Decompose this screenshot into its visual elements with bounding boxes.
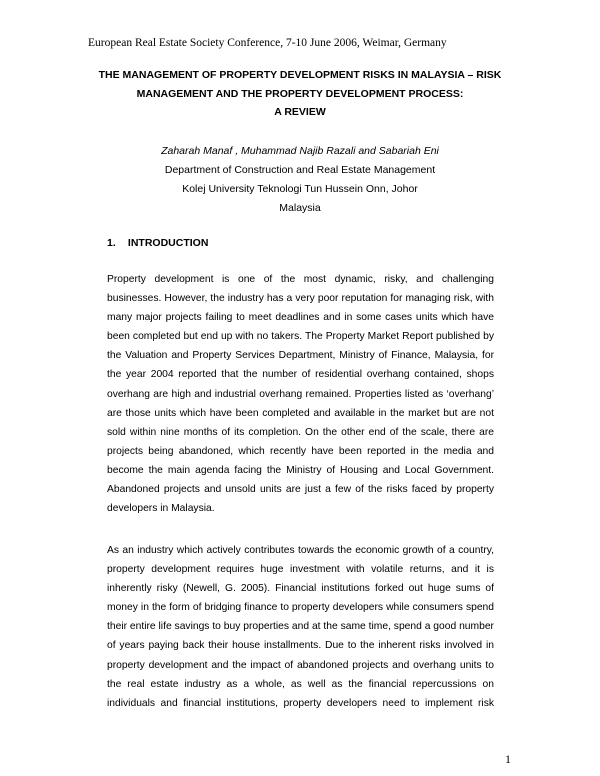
- paragraph-introduction-1: [107, 270, 494, 518]
- paragraph-line: the year 2004 reported that the number of residential overhang contained, shops: [107, 369, 494, 381]
- paragraph-line: property development requires huge investment with volatile returns, and it is: [107, 564, 494, 576]
- paragraph-line: Property development is one of the most dynamic, risky, and challenging: [107, 274, 494, 285]
- paragraph-line: As an industry which actively contributes towards the economic growth of a country,: [107, 545, 494, 556]
- paragraph-line: been completed but end up with no takers. The Property Market Report published by: [107, 331, 494, 343]
- paragraph-line: their entire life savings to buy properties and at the same time, spend a good number: [107, 621, 494, 633]
- section-number: 1.: [107, 237, 116, 249]
- paragraph-line: many major projects failing to meet deadlines and in some cases units which have: [107, 312, 494, 324]
- section-title: INTRODUCTION: [127, 237, 209, 249]
- paragraph-line: of years paying back their house installments. Due to the inherent risks involved in: [107, 640, 494, 652]
- paragraph-line: businesses. However, the industry has a very poor reputation for managing risk, with: [107, 293, 494, 305]
- paragraph-line: inherently risky (Newell, G. 2005). Financial institutions forked out huge sums of: [107, 583, 494, 595]
- paragraph-line: projects being abandoned, which recently have been reported in the media and: [107, 445, 494, 457]
- paragraph-line: property development and the impact of abandoned projects and overhang units to: [107, 659, 494, 671]
- author-block: [80, 142, 520, 218]
- paragraph-line: the Valuation and Property Services Department, Ministry of Finance, Malaysia, for: [107, 350, 494, 362]
- paragraph-line: the real estate industry as a whole, as well as the financial repercussions on: [107, 678, 494, 690]
- paragraph-line: sold within nine months of its completion. On the other end of the scale, there are: [107, 426, 494, 438]
- paragraph-line: developers in Malaysia.: [107, 503, 215, 515]
- page-number: 1: [505, 752, 511, 766]
- paragraph-line: overhang are high and industrial overhang remained. Properties listed as ‘overhang’: [107, 388, 494, 400]
- title-line: MANAGEMENT AND THE PROPERTY DEVELOPMENT PROCESS:: [136, 87, 464, 100]
- paper-title: [80, 66, 520, 122]
- author-country: Malaysia: [279, 202, 321, 214]
- paragraph-line: money in the form of bridging finance to property developers while consumers spend: [107, 602, 494, 614]
- paragraph-line: become the main agenda facing the Ministry of Housing and Local Government.: [107, 464, 494, 476]
- title-line: THE MANAGEMENT OF PROPERTY DEVELOPMENT RISKS IN MALAYSIA – RISK: [98, 69, 502, 81]
- author-names: Zaharah Manaf , Muhammad Najib Razali and Sabariah Eni: [161, 145, 439, 157]
- paragraph-line: Abandoned projects and unsold units are just a few of the risks faced by property: [107, 484, 494, 496]
- paragraph-line: are those units which have been completed and available in the market but are not: [107, 407, 494, 419]
- title-line: A REVIEW: [274, 106, 326, 118]
- author-institution: Kolej University Teknologi Tun Hussein Onn, Johor: [182, 183, 418, 195]
- running-header: European Real Estate Society Conference, 7-10 June 2006, Weimar, Germany: [88, 37, 447, 49]
- author-department: Department of Construction and Real Estate Management: [164, 164, 436, 176]
- section-heading: [107, 236, 208, 250]
- paragraph-introduction-2: [107, 541, 494, 713]
- paragraph-line: individuals and financial institutions, property developers need to implement risk: [107, 697, 494, 709]
